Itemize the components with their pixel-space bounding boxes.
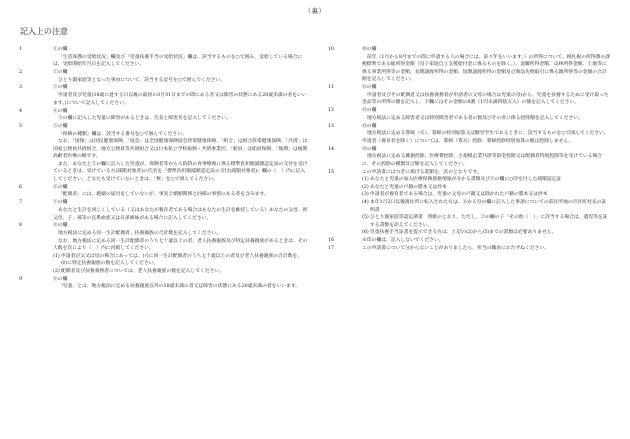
section-paragraph: ③の欄に記入した児童に障害があるときは、氏名と障害名を記入してください。 [58,116,231,122]
section-paragraph: 「保険の種類」欄は、該当する番号を○で囲んでください。 [58,131,187,137]
section-paragraph: なお、地方税法に定める同一生計配偶者のうち七十歳以上の者、老人扶養親族及び特定扶養親族があるときは、その人数を次により（ ）内に再掲してください。 [53,238,308,252]
section-number: 1 [19,47,23,52]
section-heading: ③の欄 [53,85,68,91]
section-number: 9 [19,276,23,282]
instruction-section [17,84,308,107]
sub-item-marker: (2) [53,268,60,274]
section-heading: ②の欄 [53,70,68,76]
sub-item-marker: (4) [362,200,369,206]
section-number: 5 [19,123,23,129]
instruction-section [17,276,308,291]
section-paragraph: 「生活保護の受給状況」欄及び「児童扶養手当の受給状況」欄は、該当するものを○で囲み、受給している場合には、受給開始年月日を記入してください。 [53,54,303,68]
section-number: 10 [328,47,335,52]
sub-item [53,253,308,268]
section-heading: ④の欄 [53,108,68,114]
section-paragraph: 地方税法に定める雑損控除、医療費控除、小規模企業共済等掛金控除又は配偶者特別控除等を受けている場合に、その控除の種類及び額を記入してください。 [362,154,603,167]
sub-item-marker: (1) [362,177,369,183]
instruction-section [326,46,610,84]
section-paragraph: 地方税法に定める同一生計配偶者、扶養親族の合計数を記入してください。 [58,230,222,236]
instruction-section [326,146,610,169]
instruction-section [17,123,308,184]
sub-item-text: 児童扶養手当証書を提示できる方は、上記の(2)から(5)までの書類は必要ありません。 [370,230,557,236]
sub-item [362,191,610,199]
section-number: 2 [19,70,23,76]
section-heading: ⑪の欄 [362,85,377,91]
sub-item-text: 申請者が養育者である場合は、児童の父母の戸籍又は除かれた戸籍の謄本又は抄本 [370,192,548,198]
sub-item [362,214,610,229]
sub-item [53,268,308,276]
instruction-section [326,107,610,122]
instruction-section [17,199,308,222]
back-side-mark: （裏） [304,7,326,15]
section-paragraph: 「配偶者」には、婚姻の届出をしていないが、事実上婚姻関係と同様の事情にある者を含みます。 [58,192,269,198]
section-paragraph: 地方税法に定める障害者又は特別障害者である者の数及びその者に係る控除額を記入してください。 [367,115,583,121]
section-heading: ⑧の欄 [53,223,68,229]
section-number: 14 [328,146,335,152]
section-number: 8 [19,223,23,229]
section-number: 12 [328,108,335,114]
instruction-section [17,69,308,84]
sub-item-text: 申請者が父又は母の場合にあっては、(ｲ)に同一生計配偶者のうち七十歳以上の者及び老人扶養親族の合計数を、(ﾛ)に特定扶養親族の数を記入してください。 [61,253,303,267]
instruction-section [17,46,308,69]
section-paragraph: この申請書にはつぎに掲げる書類を、次のとおりです。 [362,169,482,175]
sub-item-marker: (3) [362,192,369,198]
instruction-section [326,169,610,237]
section-number: 7 [19,200,23,206]
section-paragraph: なお、「国保」は国民健康保険、「協会」は全国健康保険協会管掌健康保険、「組合」は組合管掌健康保険、「共済」は国家公務員共済組合、地方公務員等共済組合又は日本私立学校振興・共済事業団、「船員」は船員保険、「後期」は後期高齢者医療の略です。 [53,139,308,160]
sub-item [362,184,610,192]
section-number: 6 [19,184,23,190]
section-paragraph: ひとり親家庭等となった事由について、該当する記号を○で囲んでください。 [58,77,226,83]
section-paragraph: 前年（1月から8月までの間に申請する人の場合には、前々年をいいます。）の所得について、税札税の所得割の課税標準である総所得金額（母子家庭自立支援給付金に係るものを除く。）、退職所得金額、山林所得金額、土地等に係る事業所得等の金額、長期譲渡所得の金額、短期譲渡所得の金額及び商品先物取引に係る雑所得等の金額の合計額を記入してください。 [362,54,610,83]
section-number: 11 [328,85,335,91]
instruction-section [17,108,308,123]
section-number: 4 [19,108,23,114]
section-number: 3 [19,85,23,91]
section-number: 15 [328,169,335,175]
section-number: 16 [328,238,335,244]
section-heading: ⑫の欄 [362,108,377,114]
section-paragraph: ※印の欄は、記入しないでください。 [362,238,444,244]
sub-item-marker: (5) [362,215,369,221]
page-title: 記入上の注意 [20,27,68,36]
sub-item [362,176,610,184]
instruction-section [17,222,308,275]
section-paragraph: 「児童」とは、地方税法に定める扶養親族以外の18歳未満の者又は障害の状態にある20歳未満の者をいいます。 [58,284,301,290]
section-heading: ⑭の欄 [362,146,377,152]
sub-item [362,229,610,237]
instruction-section [326,245,610,253]
instruction-section [326,84,610,107]
sub-item-marker: (2) [362,184,369,190]
left-column [17,46,308,291]
section-number: 13 [328,123,335,129]
sub-item-text: 配偶者及び扶養義務者については、老人扶養親族の数を記入してください。 [61,268,225,274]
sub-item-text: ひとり親家庭等認定調書 別紙のとおり。ただし、②の欄の子「その他（ ）」に該当する場合は、遺児等を証する書類を添えてください。 [370,215,608,228]
section-heading: ⑥の欄 [53,184,68,190]
instruction-section [326,123,610,146]
sub-item-marker: (1) [53,253,60,259]
section-heading: ①の欄 [53,47,68,52]
section-paragraph: あなたと生計を同じくしている（又はあなたが養育者である場合はあなたの生計を維持している）あなたの父母、祖父母、子、孫等の直系血族又は兄弟姉妹がある場合に記入してください。 [53,207,308,221]
right-column [326,46,610,253]
section-paragraph: 申請者及びその配偶者又は扶養義務者が申請者の父母の場合は児童の母)から、児童を扶養するために受け取った金品等の所得の額を記入し、下欄にはその金額の8割（1円未満四捨五入）の額を記入してください。 [362,92,609,106]
section-heading: ⑦の欄 [53,200,68,206]
section-heading: ⑬の欄 [362,123,377,129]
sub-item-marker: (6) [362,230,369,236]
section-heading: ⑨の欄 [53,276,68,282]
section-heading: ⑤の欄 [53,123,68,129]
section-paragraph: 地方税法に定める寡婦（夫）、寡婦の特別加算又は勤労学生であるときに、該当するものを○で囲んでください。申請者（養育者を除く）については、寡婦（寡夫）控除、寡婦控除特別加算の額は控除しません。 [362,131,609,144]
section-paragraph: また、あなたと②の欄に記入した児童が、保険者等から入院時の食事療養に係る標準負担額減額認定証の交付を受けているときは、受けている方(減額対象者)の氏名を「標準負担額減額認定証の交付(減額対象者)」欄の（ ）内に記入してください。どなたも受けていないときは、「無」を○で囲んでください。 [53,161,308,183]
sub-item-text: 本年1月2日以後現住所に転入された方は、⑥から⑬の欄に記入した事項についての前住所地の市区町村長の証明書 [370,200,607,213]
instruction-section [326,237,610,245]
sub-item [362,199,610,214]
instruction-section [17,184,308,199]
section-paragraph: 申請者及び児童(18歳に達する日以後の最初の3月31日までの間にある者又は障害の状態にある20歳未満の者をいいます。)について記入してください。 [53,93,307,106]
section-heading: ⑩の欄 [362,47,377,52]
sub-item-text: あなたと児童の戸籍の謄本又は抄本 [370,184,447,190]
sub-item-text: あなたと児童の加入医療保険資格情報が分かる書類及び⑤の欄に○印を付した減額認定証 [370,177,562,183]
section-number: 17 [328,246,335,252]
section-paragraph: この申請書について分からないことがありましたら、担当の職員におたずねください。 [362,246,549,252]
